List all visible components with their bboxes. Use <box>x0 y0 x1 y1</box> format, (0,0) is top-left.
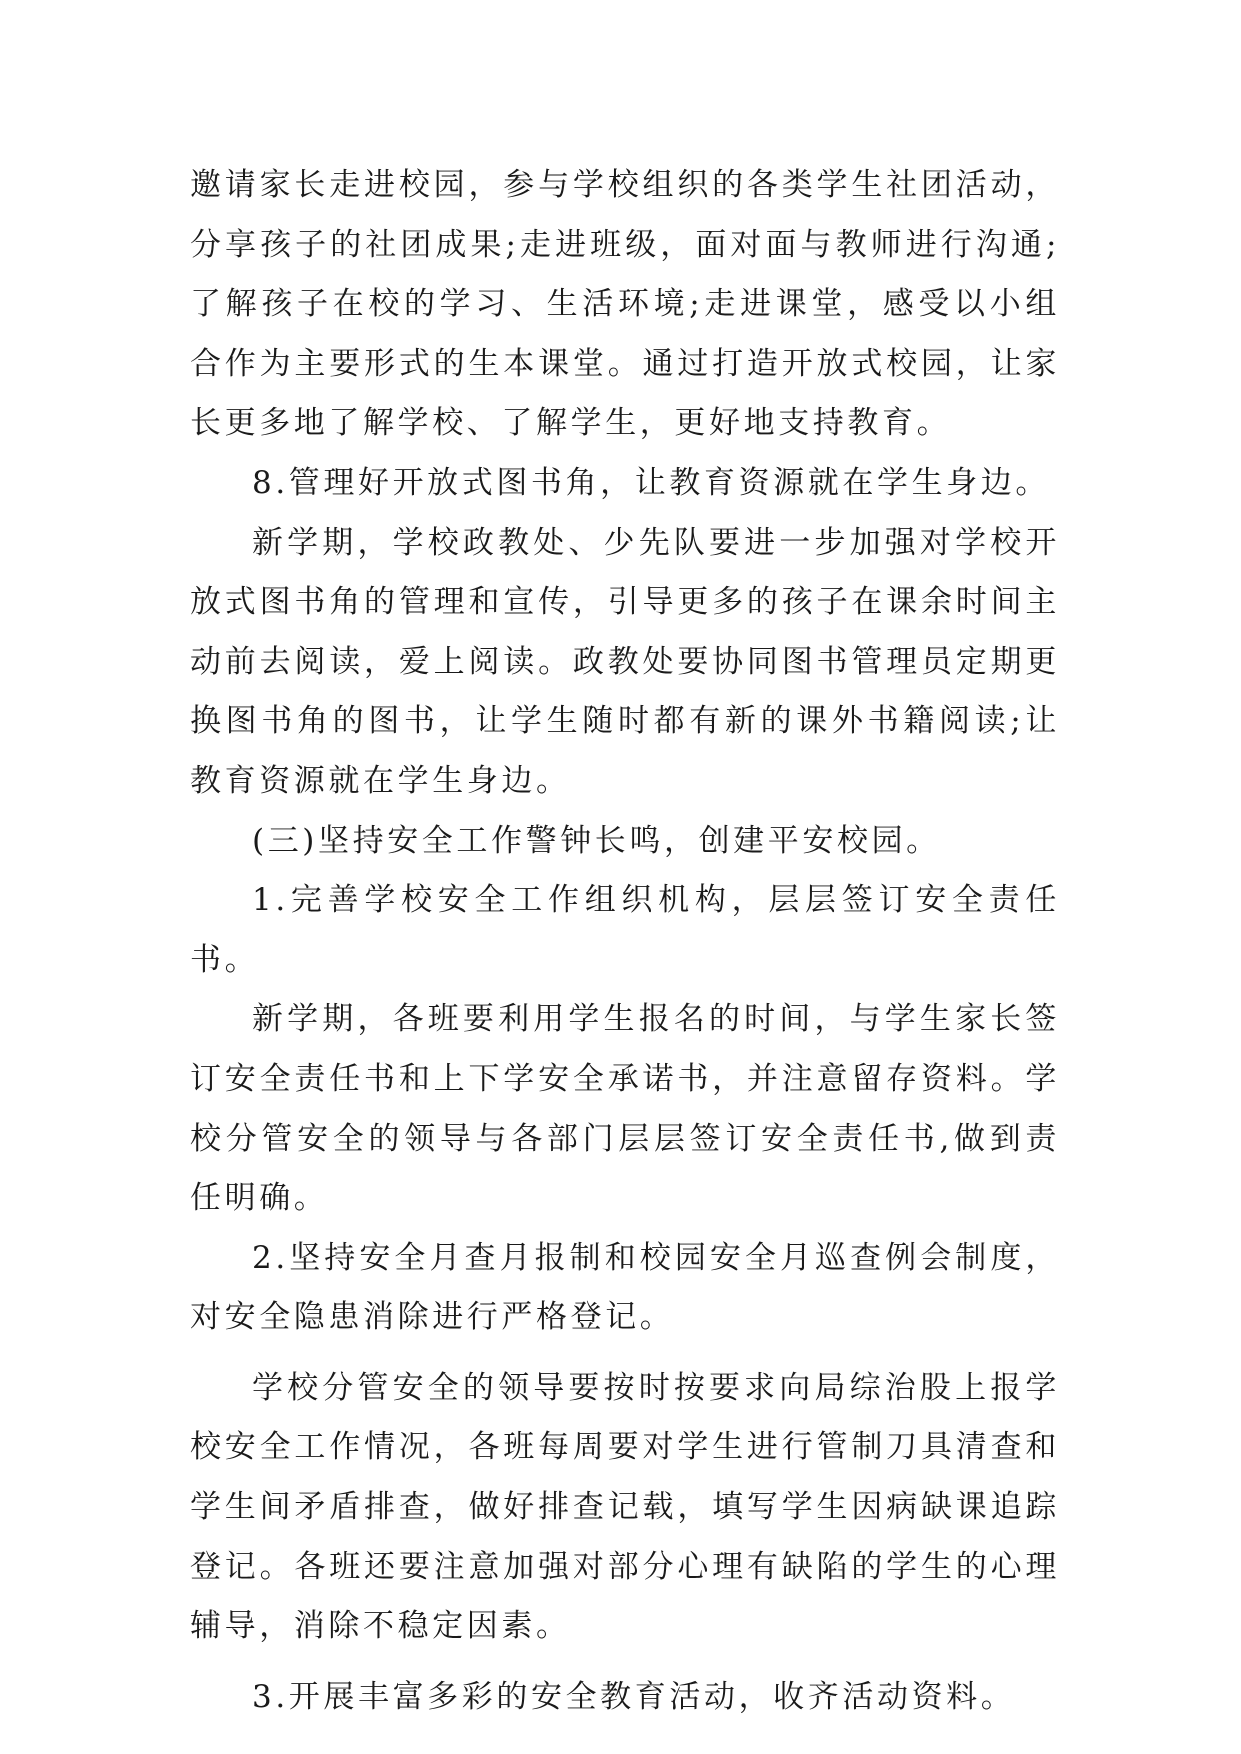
paragraph-safety-responsibility: 新学期，各班要利用学生报名的时间，与学生家长签订安全责任书和上下学安全承诺书，并注意留存资料。学校分管安全的领导与各部门层层签订安全责任书,做到责任明确。 <box>190 1001 1060 1217</box>
heading-safety-section: (三)坚持安全工作警钟长鸣，创建平安校园。 <box>252 822 941 859</box>
paragraph-parent-visits: 邀请家长走进校园，参与学校组织的各类学生社团活动，分享孩子的社团成果;走进班级，面对面与教师进行沟通;了解孩子在校的学习、生活环境;走进课堂，感受以小组合作为主要形式的生本课堂。通过打造开放式校园，让家长更多地了解学校、了解学生，更好地支持教育。 <box>190 167 1060 442</box>
heading-safety-inspection: 2.坚持安全月查月报制和校园安全月巡查例会制度，对安全隐患消除进行严格登记。 <box>190 1239 1060 1336</box>
paragraph-safety-reporting: 学校分管安全的领导要按时按要求向局综治股上报学校安全工作情况，各班每周要对学生进行管制刀具清查和学生间矛盾排查，做好排查记载，填写学生因病缺课追踪登记。各班还要注意加强对部分心理有缺陷的学生的心理辅导，消除不稳定因素。 <box>190 1369 1060 1645</box>
document-body <box>190 156 1060 1727</box>
heading-safety-organization: 1.完善学校安全工作组织机构，层层签订安全责任书。 <box>190 882 1060 978</box>
paragraph-library-corner: 新学期，学校政教处、少先队要进一步加强对学校开放式图书角的管理和宣传，引导更多的孩子在课余时间主动前去阅读，爱上阅读。政教处要协同图书管理员定期更换图书角的图书，让学生随时都有新的课外书籍阅读;让教育资源就在学生身边。 <box>190 524 1060 799</box>
paragraph-spacer <box>190 1348 1060 1359</box>
heading-library-corner: 8.管理好开放式图书角，让教育资源就在学生身边。 <box>252 464 1050 501</box>
heading-safety-activities: 3.开展丰富多彩的安全教育活动，收齐活动资料。 <box>252 1678 1016 1715</box>
paragraph-spacer <box>190 1657 1060 1668</box>
